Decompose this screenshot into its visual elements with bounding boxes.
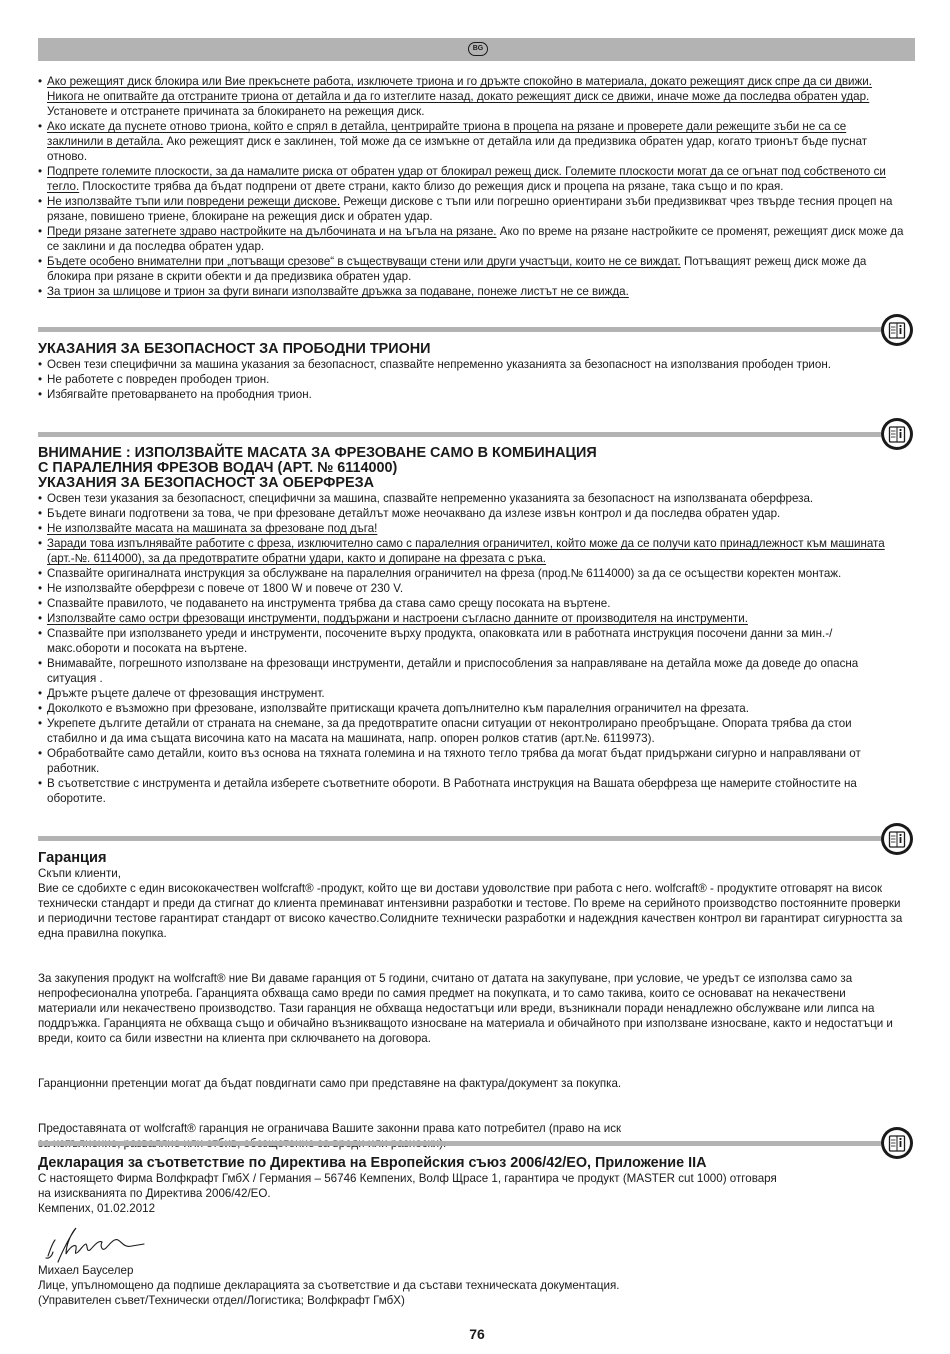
declaration-line-2: на изискванията по Директива 2006/42/EO. — [38, 1187, 271, 1200]
list-item: • Не работете с повреден прободен трион. — [38, 372, 904, 387]
declaration-signer-block — [38, 1263, 904, 1308]
warranty-paragraph-3: Гаранционни претенции могат да бъдат повдигнати само при представяне на фактура/документ за покупка. — [38, 1077, 622, 1090]
router-title-line-1: ВНИМАНИЕ : ИЗПОЛЗВАЙТЕ МАСАТА ЗА ФРЕЗОВАНЕ САМО В КОМБИНАЦИЯ — [38, 445, 597, 461]
warranty-paragraph-4-line-1: Предоставяната от wolfcraft® гаранция не ограничава Вашите законни права като потребител (право на иск — [38, 1122, 622, 1135]
router-title-line-2: С ПАРАЛЕЛНИЯ ФРЕЗОВ ВОДАЧ (АРТ. № 6114000) — [38, 460, 398, 476]
warranty-title: Гаранция — [38, 850, 107, 866]
list-item — [38, 491, 904, 506]
bullet-text: Обработвайте само детайли, които въз основа на тяхната големина и на тяхното тегло трябва да могат бъдат придържани сигурно и направлявани от работник. — [47, 747, 861, 775]
list-item — [38, 626, 904, 656]
list-item — [38, 254, 904, 284]
jigsaw-title: УКАЗАНИЯ ЗА БЕЗОПАСНОСТ ЗА ПРОБОДНИ ТРИОНИ — [38, 341, 431, 357]
bullet-text: Установете и отстранете причината за блокирането на режещия диск. — [47, 105, 425, 118]
bullet-text: Дръжте ръцете далече от фрезоващия инструмент. — [47, 687, 325, 700]
underlined-warning: За трион за шлицове и трион за фуги винаги използвайте дръжка за подаване, понеже листът не се вижда. — [47, 285, 629, 298]
list-item: • Освен тези специфични за машина указания за безопасност, спазвайте непременно указанията за безопасност на използвания прободен трион. — [38, 357, 904, 372]
underlined-warning: Използвайте само остри фрезоващи инструменти, поддържани и настроени съгласно данните от производителя на инструменти. — [47, 612, 748, 625]
bullet-text: Ако по време на рязане настройките се променят, режещият диск може да се заклини и да последва обратен удар. — [47, 225, 904, 253]
list-item: • Избягвайте претоварването на прободния трион. — [38, 387, 904, 402]
list-item — [38, 194, 904, 224]
list-item — [38, 701, 904, 716]
list-item — [38, 521, 904, 536]
declaration-title: Декларация за съответствие по Директива на Европейския съюз 2006/42/EO, Приложение IIA — [38, 1155, 707, 1171]
underlined-warning: Не използвайте тъпи или повредени режещи дискове. — [47, 195, 341, 208]
declaration-line-1: С настоящето Фирма Волфкрафт ГмбХ / Германия – 56746 Кемпених, Волф Щрасе 1, гарантира че продукт (MASTER cut 1000) отговаря — [38, 1172, 777, 1185]
signer-name: Михаел Бауселер — [38, 1264, 134, 1277]
underlined-warning: Не използвайте масата на машината за фрезоване под дъга! — [47, 522, 378, 535]
list-item — [38, 566, 904, 581]
list-item — [38, 716, 904, 746]
bullet-text: Внимавайте, погрешното използване на фрезоващи инструменти, детайли и приспособления за направляване на детайла може да доведе до опасна ситуация . — [47, 657, 859, 685]
kickback-bullet-list — [38, 74, 904, 299]
list-item — [38, 596, 904, 611]
list-item — [38, 611, 904, 626]
underlined-warning: Подпрете големите плоскости, за да намалите риска от обратен удар от блокирал режещ диск. Големите плоскости могат да се огънат под собственото си тегло. — [47, 165, 886, 193]
bullet-text: Ако режещият диск е заклинен, той може да се измъкне от детайла или да предизвика обратен удар, когато трионът бъде пуснат отново. — [47, 135, 868, 163]
router-title-line-3: УКАЗАНИЯ ЗА БЕЗОПАСНОСТ ЗА ОБЕРФРЕЗА — [38, 475, 374, 491]
warranty-paragraph-1: Вие се сдобихте с един висококачествен wolfcraft® -продукт, който ще ви достави удоволствие при работа с него. wolfcraft® - продуктите отговарят на висок технически стандарт и преди да стигнат до клиента преминават интензивни разработки и тестове. По време на серийното производство постоянните проверки и периодични тестове гарантират стандарт от високо качество.Солидните технически разработки и надеждния качествен контрол ви гарантират сигурността за една правилна покупка. — [38, 882, 903, 940]
handwritten-signature — [40, 1222, 150, 1266]
list-item — [38, 119, 904, 164]
list-item — [38, 776, 904, 806]
warranty-salutation: Скъпи клиенти, — [38, 867, 121, 880]
section-divider — [38, 432, 881, 437]
list-item — [38, 581, 904, 596]
bullet-text: Спазвайте правилото, че подаването на инструмента трябва да става само срещу посоката на въртене. — [47, 597, 611, 610]
bullet-text: Освен тези указания за безопасност, специфични за машина, спазвайте непременно указанията за безопасност на използваната оберфреза. — [47, 492, 814, 505]
bullet-text: Доколкото е възможно при фрезоване, използвайте притискащи крачета допълнително към паралелния ограничител на фрезата. — [47, 702, 749, 715]
language-badge: BG — [468, 42, 488, 56]
list-item — [38, 224, 904, 254]
underlined-warning: Ако режещият диск блокира или Вие прекъснете работа, изключете триона и го дръжте спокойно в материала, докато режещият диск спре да си движи. Никога не опитвайте да отстраните триона от детайла и да го изтеглите назад, докато режещият диск се движи, иначе може да последва обратен удар. — [47, 75, 872, 103]
list-item — [38, 284, 904, 299]
bullet-text: Режещи дискове с тъпи или погрешно ориентирани зъби предизвикват чрез твърде тесния процеп на рязане, повишено триене, блокиране на режещия диск и обратен удар. — [47, 195, 893, 223]
list-item — [38, 536, 904, 566]
list-item — [38, 506, 904, 521]
underlined-warning: Ако искате да пуснете отново триона, който е спрял в детайла, центрирайте триона в процепа на рязане и проверете дали режещите зъби не са се заклинили в детайла. — [47, 120, 847, 148]
signer-role-line-2: (Управителен съвет/Технически отдел/Логистика; Волфкрафт ГмбХ) — [38, 1294, 405, 1307]
underlined-warning: Заради това изпълнявайте работите с фреза, изключително само с паралелния ограничител, който може да се получи като принадлежност към машината (арт.-№. 6114000), за да предотвратите обратни удари, както и допиране на фрезата с ръка. — [47, 537, 885, 565]
router-bullet-list — [38, 491, 904, 806]
list-item — [38, 656, 904, 686]
list-item — [38, 164, 904, 194]
list-item — [38, 74, 904, 119]
page-number: 76 — [469, 1326, 485, 1342]
signer-role-line-1: Лице, упълномощено да подпише декларацията за съответствие и да състави техническата документация. — [38, 1279, 620, 1292]
section-divider — [38, 1141, 881, 1146]
underlined-warning: Бъдете особено внимателни при „потъващи срезове“ в съществуващи стени или други участъци, които не се виждат. — [47, 255, 681, 268]
underlined-warning: Преди рязане затегнете здраво настройките на дълбочината и на ъгъла на рязане. — [47, 225, 497, 238]
section-divider — [38, 327, 881, 332]
list-item — [38, 686, 904, 701]
warranty-paragraph-2: За закупения продукт на wolfcraft® ние Ви даваме гаранция от 5 години, считано от датата на закупуване, при условие, че уредът се използва само за непрофесионална употреба. Гаранцията обхваща само вреди по самия предмет на покупката, и то само такива, които се основават на некачествени материали или некачествено производство. Тази гаранция не обхваща недостатъци или вреди, възникнали поради ненадлежно обслужване или липса на поддръжка. Гаранцията не обхваща също и обичайно възникващото износване на материала и обичайното при използване износване, както и недостатъци и вреди, които са били известни на клиента при сключването на договора. — [38, 972, 893, 1045]
jigsaw-bullet-list — [38, 357, 904, 402]
bullet-text: Укрепете дългите детайли от страната на снемане, за да предотвратите опасни ситуации от неконтролирано преобръщане. Опората трябва да стои стабилно и да има същата височина като на масата на машината, напр. опорен ролков статив (арт.№. 6119973). — [47, 717, 852, 745]
warranty-section — [38, 851, 904, 1151]
read-manual-icon — [880, 1126, 914, 1160]
declaration-date: Кемпених, 01.02.2012 — [38, 1202, 156, 1215]
bullet-text: В съответствие с инструмента и детайла изберете съответните обороти. В Работната инструкция на Вашата оберфреза ще намерите стойностите на оборотите. — [47, 777, 857, 805]
bullet-text: Спазвайте оригиналната инструкция за обслужване на паралелния ограничител на фреза (прод.№ 6114000) за да се осъществи коректен монтаж. — [47, 567, 842, 580]
section-divider — [38, 836, 881, 841]
bullet-text: Бъдете винаги подготвени за това, че при фрезоване детайлът може неочаквано да излезе извън контрол и да последва обратен удар. — [47, 507, 781, 520]
bullet-text: Потъващият режещ диск може да блокира при рязане в скрити обекти и да предизвика обратен удар. — [47, 255, 867, 283]
bullet-text: Спазвайте при използването уреди и инструменти, посочените върху продукта, опаковката или в работната инструкция посочени данни за мин.-/макс.оборoти и посоката на въртене. — [47, 627, 833, 655]
bullet-text: Плоскостите трябва да бъдат подпрени от двете страни, както близо до режещия диск и процепа на рязане, така също и по края. — [79, 180, 784, 193]
list-item — [38, 746, 904, 776]
bullet-text: Не използвайте оберфрези с повече от 1800 W и повече от 230 V. — [47, 582, 404, 595]
router-section — [38, 446, 904, 806]
jigsaw-section — [38, 342, 904, 402]
declaration-section — [38, 1156, 904, 1216]
